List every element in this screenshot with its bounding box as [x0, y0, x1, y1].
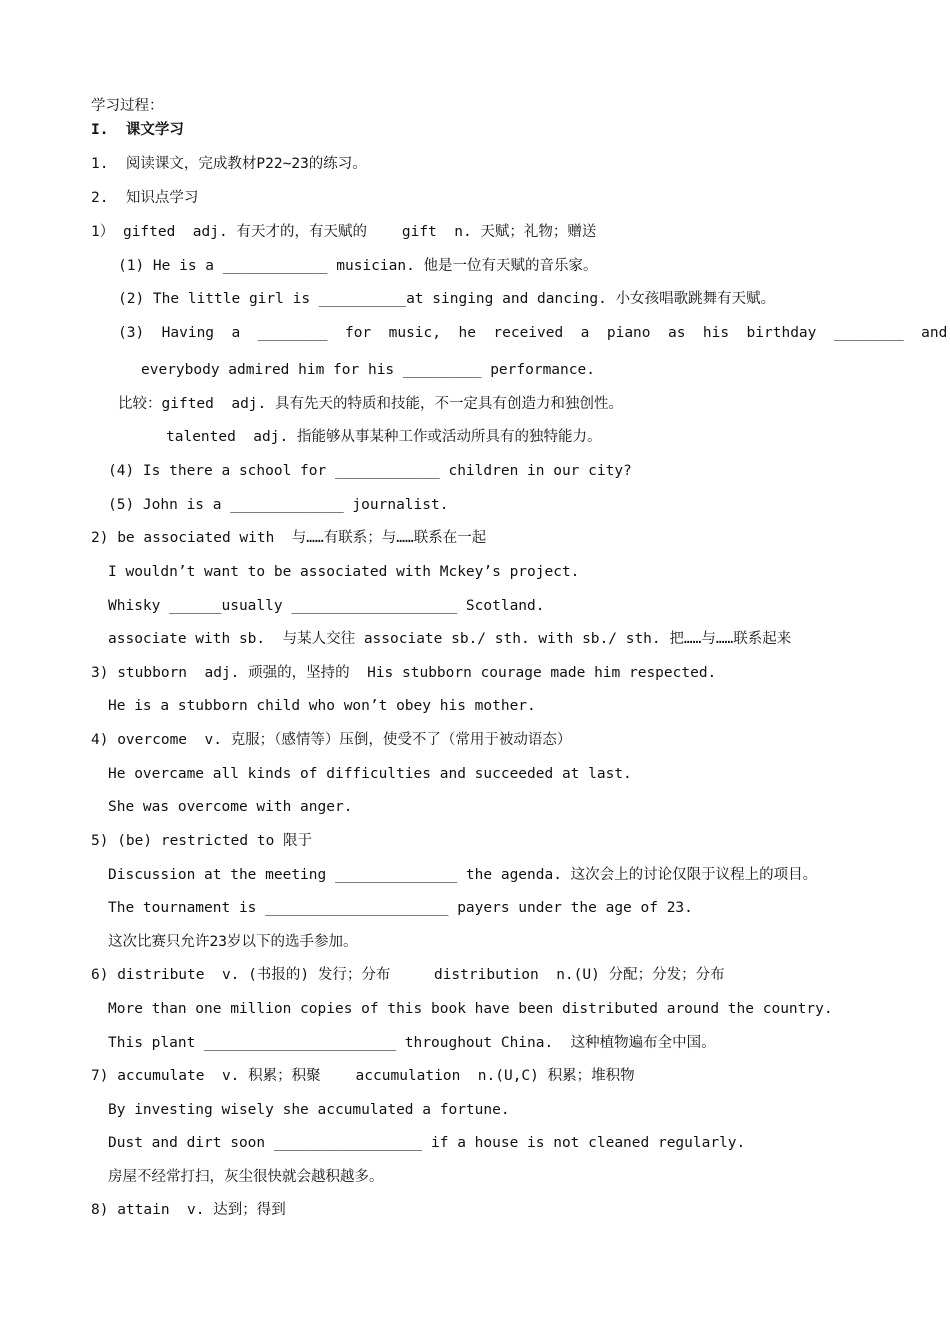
text-line: 7) accumulate v. 积累；积聚 accumulation n.(U,C) 积累；堆积物: [91, 1068, 635, 1084]
text-line: 这次比赛只允许23岁以下的选手参加。: [108, 934, 358, 950]
text-line: everybody admired him for his _________ performance.: [141, 362, 595, 378]
text-line: Dust and dirt soon _________________ if a house is not cleaned regularly.: [108, 1135, 746, 1151]
text-line: By investing wisely she accumulated a fortune.: [108, 1102, 510, 1118]
text-line: He is a stubborn child who won’t obey his mother.: [108, 698, 536, 714]
text-line: This plant ______________________ throughout China. 这种植物遍布全中国。: [108, 1035, 716, 1051]
text-line: (1) He is a ____________ musician. 他是一位有天赋的音乐家。: [118, 258, 598, 274]
text-line: 比较：gifted adj. 具有先天的特质和技能，不一定具有创造力和独创性。: [118, 396, 623, 412]
text-line: 5) (be) restricted to 限于: [91, 833, 313, 849]
text-line: Discussion at the meeting ______________ the agenda. 这次会上的讨论仅限于议程上的项目。: [108, 867, 818, 883]
text-line: (2) The little girl is __________at singing and dancing. 小女孩唱歌跳舞有天赋。: [118, 291, 776, 307]
text-line: 2. 知识点学习: [91, 190, 199, 206]
text-line: (5) John is a _____________ journalist.: [108, 497, 449, 513]
text-line: (3) Having a ________ for music, he received a piano as his birthday ________ and: [118, 325, 948, 341]
text-line: 1） gifted adj. 有天才的，有天赋的 gift n. 天赋；礼物；赠送: [91, 224, 597, 240]
text-line: More than one million copies of this book have been distributed around the country.: [108, 1001, 833, 1017]
text-line: 学习过程：: [91, 98, 164, 114]
text-line: I. 课文学习: [91, 122, 184, 138]
text-line: 房屋不经常打扫，灰尘很快就会越积越多。: [108, 1169, 384, 1185]
text-line: 3) stubborn adj. 顽强的，坚持的 His stubborn courage made him respected.: [91, 665, 717, 681]
text-line: 1. 阅读课文，完成教材P22~23的练习。: [91, 156, 367, 172]
text-line: associate with sb. 与某人交往 associate sb./ sth. with sb./ sth. 把……与……联系起来: [108, 631, 792, 647]
text-line: (4) Is there a school for ____________ children in our city?: [108, 463, 632, 479]
text-line: Whisky ______usually ___________________ Scotland.: [108, 598, 545, 614]
text-line: I wouldn’t want to be associated with Mckey’s project.: [108, 564, 580, 580]
text-line: talented adj. 指能够从事某种工作或活动所具有的独特能力。: [166, 429, 602, 445]
text-line: 2) be associated with 与……有联系；与……联系在一起: [91, 530, 487, 546]
text-line: 4) overcome v. 克服；（感情等）压倒，使受不了（常用于被动语态）: [91, 732, 572, 748]
text-line: She was overcome with anger.: [108, 799, 353, 815]
text-line: 8) attain v. 达到；得到: [91, 1202, 286, 1218]
text-line: He overcame all kinds of difficulties and succeeded at last.: [108, 766, 632, 782]
text-line: The tournament is _____________________ payers under the age of 23.: [108, 900, 693, 916]
text-line: 6) distribute v. (书报的) 发行；分布 distribution n.(U) 分配；分发；分布: [91, 967, 725, 983]
